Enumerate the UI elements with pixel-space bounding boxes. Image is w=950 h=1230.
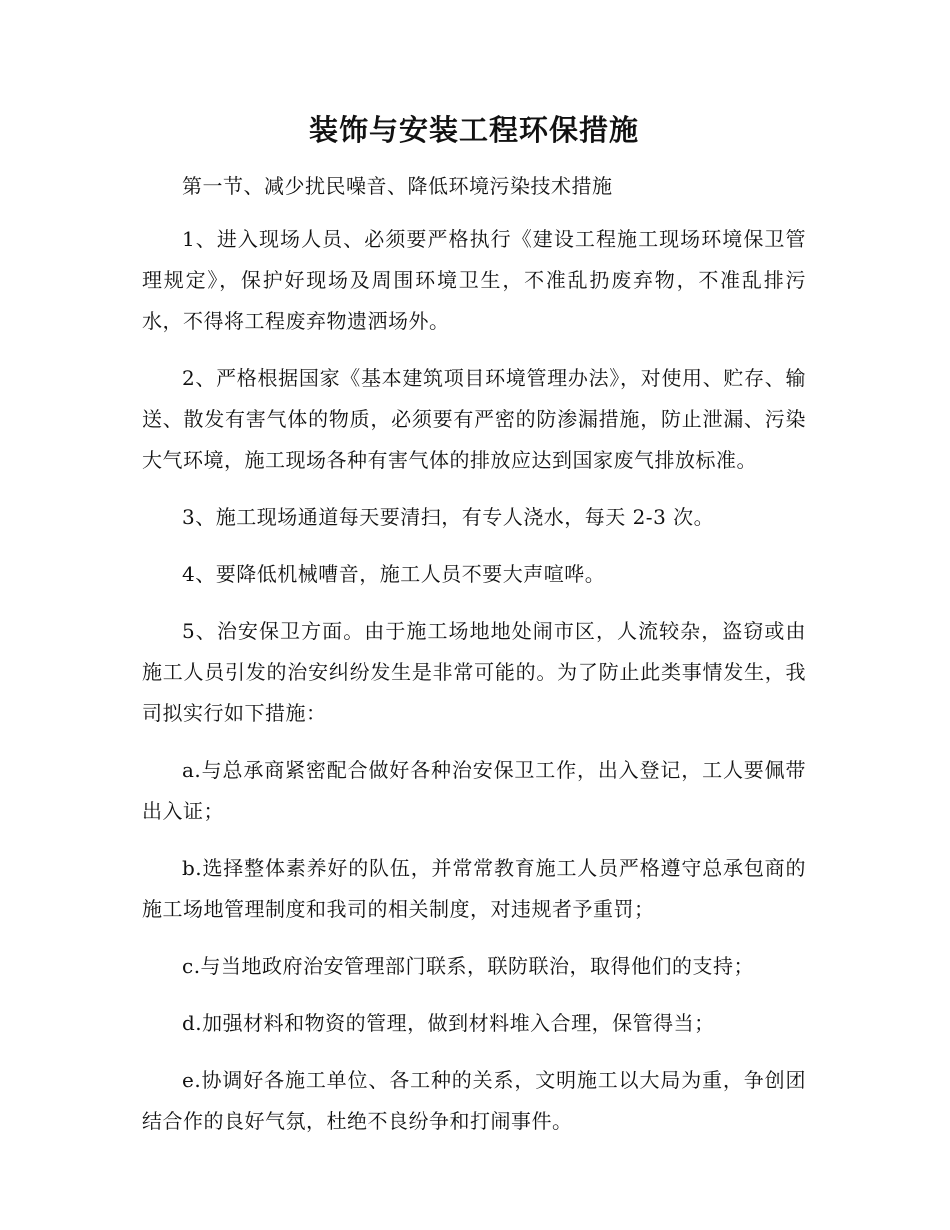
- measure-e: e.协调好各施工单位、各工种的关系，文明施工以大局为重，争创团结合作的良好气氛，杜绝不良纷争和打闹事件。: [142, 1068, 806, 1133]
- paragraph-4: 4、要降低机械嘈音，施工人员不要大声喧哗。: [182, 562, 606, 586]
- paragraph-3: 3、施工现场通道每天要清扫，有专人浇水，每天 2-3 次。: [182, 505, 715, 529]
- document-page: [142, 108, 806, 1158]
- measure-b: b.选择整体素养好的队伍，并常常教育施工人员严格遵守总承包商的施工场地管理制度和我司的相关制度，对违规者予重罚；: [142, 856, 806, 921]
- measure-d: d.加强材料和物资的管理，做到材料堆入合理，保管得当；: [182, 1011, 715, 1035]
- paragraph-5: 5、治安保卫方面。由于施工场地地处闹市区，人流较杂，盗窃或由施工人员引发的治安纠纷发生是非常可能的。为了防止此类事情发生，我司拟实行如下措施：: [142, 619, 806, 725]
- document-title: 装饰与安装工程环保措施: [308, 113, 639, 147]
- measure-c: c.与当地政府治安管理部门联系，联防联治，取得他们的支持；: [182, 954, 755, 978]
- section-heading: 第一节、减少扰民噪音、降低环境污染技术措施: [182, 174, 613, 198]
- paragraph-1: 1、进入现场人员、必须要严格执行《建设工程施工现场环境保卫管理规定》，保护好现场及周围环境卫生，不准乱扔废弃物，不准乱排污水，不得将工程废弃物遗洒场外。: [142, 227, 806, 333]
- measure-a: a.与总承商紧密配合做好各种治安保卫工作，出入登记，工人要佩带出入证；: [142, 758, 806, 823]
- paragraph-2: 2、严格根据国家《基本建筑项目环境管理办法》，对使用、贮存、输送、散发有害气体的物质，必须要有严密的防渗漏措施，防止泄漏、污染大气环境，施工现场各种有害气体的排放应达到国家废气排放标准。: [142, 366, 806, 472]
